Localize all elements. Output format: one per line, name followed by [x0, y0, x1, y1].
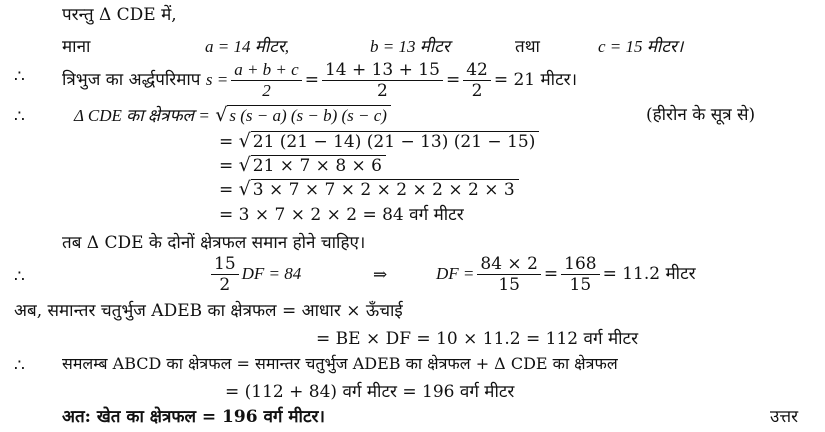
- line-let-label: माना: [62, 37, 91, 57]
- heron-radicand: s (s − a) (s − b) (s − c): [227, 105, 391, 125]
- heron-note: (हीरोन के सूत्र से): [646, 105, 756, 125]
- parallelogram-area-line: अब, समान्तर चतुर्भुज ADEB का क्षेत्रफल = आधार × ऊँचाई: [14, 301, 403, 321]
- s-symbol: s =: [205, 70, 229, 89]
- trapezium-area-result: = (112 + 84) वर्ग मीटर = 196 वर्ग मीटर: [225, 382, 515, 402]
- equal-areas-statement: तब Δ CDE के दोनों क्षेत्रफल समान होने चाहिए।: [62, 233, 366, 253]
- answer-label: उत्तर: [770, 407, 799, 427]
- radical-sign: √: [238, 130, 251, 152]
- df-solution: DF = $\frac{84 \times 2}{15}$ = $\frac{168}{15}$ = 11.2 मीटर: [436, 253, 696, 295]
- heron-line: [74, 104, 391, 127]
- therefore-symbol: ∴: [14, 67, 25, 87]
- trapezium-area-line: समलम्ब ABCD का क्षेत्रफल = समान्तर चतुर्भुज ADEB का क्षेत्रफल + Δ CDE का क्षेत्रफल: [62, 354, 618, 373]
- line-in-triangle: परन्तु Δ CDE में,: [62, 5, 177, 25]
- fraction-84x2: $\frac{84 \times 2}{15}$: [477, 254, 541, 295]
- semiperimeter-label: त्रिभुज का अर्द्धपरिमाप: [62, 70, 201, 90]
- side-b-value: b = 13 मीटर: [370, 37, 450, 56]
- semiperimeter-line: त्रिभुज का अर्द्धपरिमाप s = $\frac{a + b + c}{2}$ = $\frac{14 + 13 + 15}{2}$ = $\frac{42}{2}$ = 21 मीटर।: [62, 59, 578, 101]
- step-product: = √ 21 × 7 × 8 × 6: [219, 154, 386, 177]
- final-answer: अत: खेत का क्षेत्रफल = 196 वर्ग मीटर।: [62, 407, 325, 427]
- step-area-result: = 3 × 7 × 2 × 2 = 84 वर्ग मीटर: [219, 205, 464, 225]
- df-equation: $\frac{15}{2}$ DF = 84: [208, 252, 301, 296]
- area-label: Δ CDE का क्षेत्रफल =: [74, 106, 210, 125]
- side-c-value: c = 15 मीटर।: [598, 37, 684, 56]
- therefore-symbol: ∴: [14, 107, 25, 127]
- fraction-15-2: $\frac{15}{2}$: [211, 254, 239, 295]
- parallelogram-area-result: = BE × DF = 10 × 11.2 = 112 वर्ग मीटर: [316, 329, 639, 349]
- radical-sign: √: [215, 104, 228, 126]
- step-substitute: = √ 21 (21 − 14) (21 − 13) (21 − 15): [219, 130, 539, 153]
- radical-sign: √: [238, 178, 251, 200]
- therefore-symbol: ∴: [14, 267, 25, 287]
- fraction-42: $\frac{42}{2}$: [463, 60, 491, 101]
- radical-sign: √: [238, 154, 251, 176]
- and-label: तथा: [515, 37, 540, 57]
- fraction-168: $\frac{168}{15}$: [561, 254, 599, 295]
- fraction-abc: $\frac{a + b + c}{2}$: [231, 60, 302, 101]
- therefore-symbol: ∴: [14, 356, 25, 376]
- semiperimeter-result: = 21 मीटर।: [493, 70, 578, 90]
- implies-arrow: ⇒: [373, 265, 388, 285]
- side-a-value: a = 14 मीटर,: [205, 37, 290, 56]
- step-factors: = √ 3 × 7 × 7 × 2 × 2 × 2 × 2 × 3: [219, 178, 519, 201]
- fraction-sum: $\frac{14 + 13 + 15}{2}$: [322, 60, 443, 101]
